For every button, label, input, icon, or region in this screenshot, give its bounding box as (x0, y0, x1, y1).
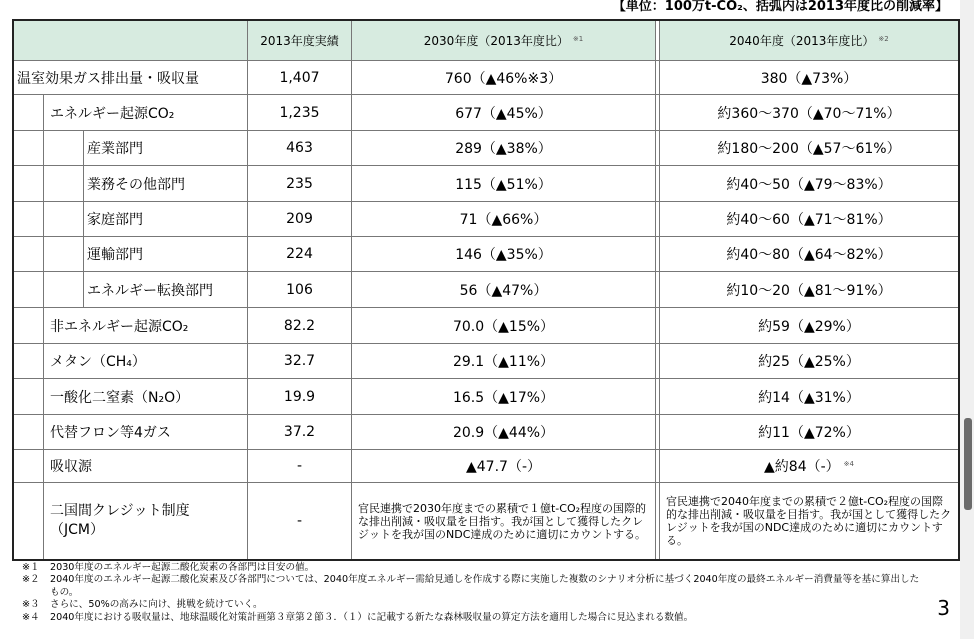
table-row (14, 95, 958, 131)
table-row (14, 166, 958, 202)
row-label: メタン（CH₄） (14, 344, 247, 378)
indent-spacer (44, 131, 84, 165)
table-row (14, 272, 958, 308)
table-row (14, 415, 958, 450)
value-2040-footnote-mark: ※4 (843, 460, 854, 468)
value-2030: 289（▲38%） (351, 131, 655, 165)
indent-spacer (14, 379, 44, 414)
row-label: 代替フロン等4ガス (14, 415, 247, 449)
value-2030: 29.1（▲11%） (351, 344, 655, 378)
row-label: 二国間クレジット制度（JCM） (14, 483, 247, 559)
table-row (14, 237, 958, 272)
row-label: 運輸部門 (14, 237, 247, 271)
row-label: 家庭部門 (14, 202, 247, 236)
table-row (14, 202, 958, 237)
value-2040: 官民連携で2040年度までの累積で２億t-CO₂程度の国際的な排出削減・吸収量を目指す。我が国として獲得したクレジットを我が国のNDC達成のために適切にカウントする。 (666, 495, 952, 547)
value-2040: 約10～20（▲81～91%） (726, 282, 892, 299)
value-2030: 677（▲45%） (351, 95, 655, 130)
footnote-item: ※１ 2030年度のエネルギー起源二酸化炭素の各部門は目安の値。 (22, 562, 315, 573)
value-2040: 約25（▲25%） (758, 354, 860, 370)
indent-spacer (44, 202, 84, 236)
page-number: 3 (937, 596, 950, 620)
row-label: エネルギー転換部門 (14, 272, 247, 307)
value-2040: ▲約84（-） ※4 (764, 459, 854, 475)
header-2040-footnote-mark: ※2 (878, 34, 889, 43)
value-2013: 224 (247, 237, 351, 271)
indent-spacer (14, 272, 44, 307)
value-2013: - (247, 483, 351, 559)
table-row (14, 308, 958, 344)
value-2030: 115（▲51%） (351, 166, 655, 201)
value-2013: 37.2 (247, 415, 351, 449)
indent-spacer (14, 95, 44, 130)
value-2030: ▲47.7（-） (351, 450, 655, 482)
indent-spacer (14, 237, 44, 271)
value-2013: 463 (247, 131, 351, 165)
value-2030: 146（▲35%） (351, 237, 655, 271)
indent-spacer (44, 272, 84, 307)
indent-spacer (14, 450, 44, 482)
row-label: 一酸化二窒素（N₂O） (14, 379, 247, 414)
value-2030: 71（▲66%） (351, 202, 655, 236)
value-2013: 1,235 (247, 95, 351, 130)
footnote-item: ※３ さらに、50%の高みに向け、挑戦を続けていく。 (22, 599, 263, 611)
value-2013: 235 (247, 166, 351, 201)
indent-spacer (44, 237, 84, 271)
header-blank (14, 21, 247, 60)
value-2030: 20.9（▲44%） (351, 415, 655, 449)
row-label: エネルギー起源CO₂ (14, 95, 247, 130)
indent-spacer (14, 415, 44, 449)
scrollbar-track[interactable] (960, 0, 974, 639)
value-2030: 16.5（▲17%） (351, 379, 655, 414)
value-2030: 70.0（▲15%） (351, 308, 655, 343)
value-2013: 106 (247, 272, 351, 307)
header-2030-footnote-mark: ※1 (572, 34, 584, 43)
row-label: 産業部門 (14, 131, 247, 165)
value-2013: 209 (247, 202, 351, 236)
row-label: 吸収源 (14, 450, 247, 482)
value-2040: 約59（▲29%） (758, 318, 860, 335)
table-row (14, 61, 958, 95)
value-2040: 約180～200（▲57～61%） (717, 141, 901, 157)
value-2030: 760（▲46%※3） (351, 61, 655, 94)
indent-spacer (44, 166, 84, 201)
indent-spacer (14, 344, 44, 378)
table-row (14, 450, 958, 483)
value-2013: - (247, 450, 351, 482)
indent-spacer (14, 308, 44, 343)
row-label: 温室効果ガス排出量・吸収量 (17, 70, 199, 87)
footnote-item: ※４ 2040年度における吸収量は、地球温暖化対策計画第３章第２節３．（１）に記載する新たな森林吸収量の算定方法を適用した場合に見込まれる数値。 (22, 611, 694, 623)
value-2040: 380（▲73%） (760, 70, 858, 87)
emissions-table (12, 19, 960, 561)
value-2040: 約40～50（▲79～83%） (726, 176, 892, 193)
row-label: 業務その他部門 (14, 166, 247, 201)
value-2013: 19.9 (247, 379, 351, 414)
value-2030: 56（▲47%） (351, 272, 655, 307)
footnote-item: ※２ 2040年度のエネルギー起源二酸化炭素及び各部門については、2040年度エネルギー需給見通しを作成する際に実施した複数のシナリオ分析に基づく2040年度の最終エネルギー消費量等を基に算出したもの。 (22, 574, 920, 598)
table-header-row (14, 21, 958, 61)
value-2040: 約40～80（▲64～82%） (726, 247, 892, 263)
indent-spacer (14, 202, 44, 236)
header-2040: 2040年度（2013年度比） ※2 (729, 34, 889, 48)
header-2013: 2013年度実績 (247, 21, 351, 60)
table-row (14, 379, 958, 415)
table-row (14, 131, 958, 166)
indent-spacer (14, 166, 44, 201)
header-2030: 2030年度（2013年度比） ※1 (351, 21, 655, 60)
value-2013: 32.7 (247, 344, 351, 378)
row-label: 非エネルギー起源CO₂ (14, 308, 247, 343)
indent-spacer (14, 131, 44, 165)
indent-spacer (14, 483, 44, 559)
value-2030: 官民連携で2030年度までの累積で１億t-CO₂程度の国際的な排出削減・吸収量を目指す。我が国として獲得したクレジットを我が国のNDC達成のために適切にカウントする。 (351, 483, 655, 559)
table-row (14, 483, 958, 559)
value-2040: 約360～370（▲70～71%） (717, 105, 901, 122)
value-2013: 82.2 (247, 308, 351, 343)
value-2040: 約40～60（▲71～81%） (726, 212, 892, 228)
footnotes (22, 562, 922, 624)
value-2040: 約14（▲31%） (758, 389, 860, 406)
value-2040: 約11（▲72%） (758, 425, 860, 441)
scrollbar-thumb[interactable] (964, 418, 972, 510)
value-2013: 1,407 (247, 61, 351, 94)
unit-note: 【単位：100万t-CO₂、括弧内は2013年度比の削減率】 (612, 0, 948, 14)
table-row (14, 344, 958, 379)
